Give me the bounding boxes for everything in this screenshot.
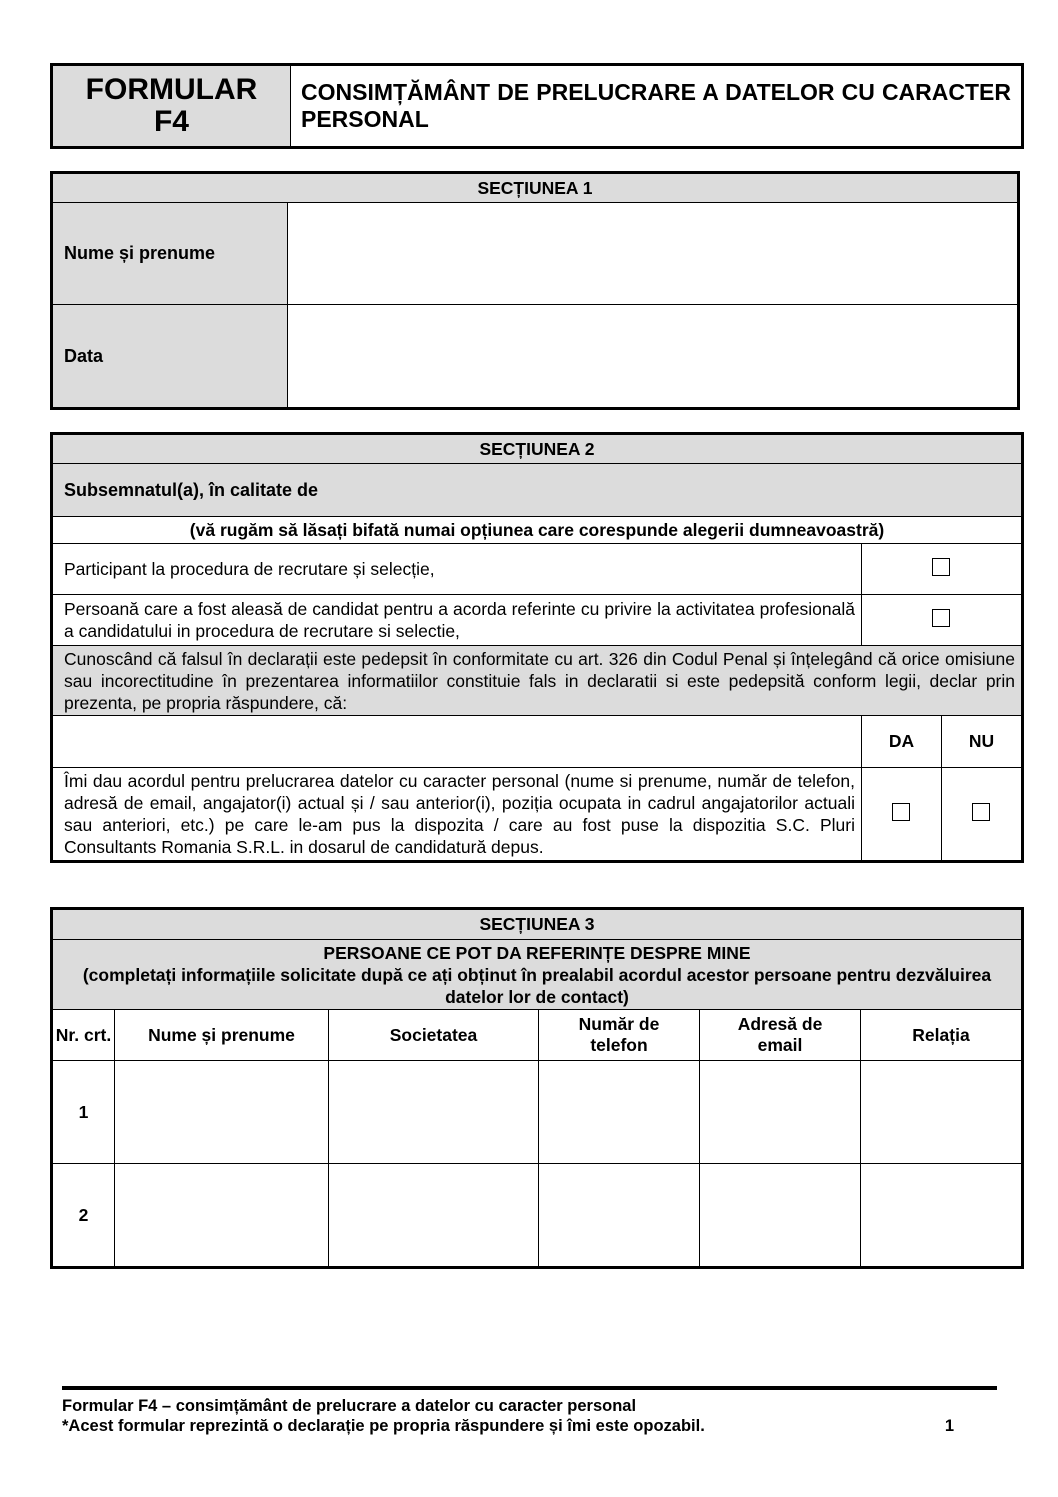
section-3-subheader-cell: [53, 940, 1022, 1010]
yes-no-header-blank: [53, 716, 862, 768]
name-field[interactable]: [288, 203, 1018, 305]
ref-email-cell[interactable]: [700, 1061, 861, 1164]
section-2: [52, 434, 1022, 861]
form-title-cell: [291, 66, 1022, 147]
ref-company-cell[interactable]: [329, 1061, 539, 1164]
ref-name-cell[interactable]: [115, 1061, 329, 1164]
col-phone: Număr de telefon: [539, 1010, 700, 1061]
date-field[interactable]: [288, 305, 1018, 408]
name-label: Nume și prenume: [53, 203, 288, 305]
consent-yes-checkbox[interactable]: [892, 803, 910, 821]
section-3: [52, 909, 1022, 1267]
ref-company-cell[interactable]: [329, 1164, 539, 1267]
option-participant-checkbox[interactable]: [932, 558, 950, 576]
option-participant-label: Participant la procedura de recrutare și selecție,: [53, 544, 862, 595]
row-number: 1: [53, 1061, 115, 1164]
col-nr-crt: Nr. crt.: [53, 1010, 115, 1061]
section-2-subtitle: Subsemnatul(a), în calitate de: [53, 464, 1022, 517]
yes-header: DA: [861, 716, 941, 768]
consent-no-checkbox[interactable]: [972, 803, 990, 821]
ref-relation-cell[interactable]: [861, 1164, 1022, 1267]
table-row: [53, 1061, 1022, 1164]
ref-phone-cell[interactable]: [539, 1164, 700, 1267]
ref-relation-cell[interactable]: [861, 1061, 1022, 1164]
page-footer: [62, 1386, 997, 1436]
declaration-text: Cunoscând că falsul în declarații este pedepsit în conformitate cu art. 326 din Codul Penal și înțelegând că orice omisiune sau incorectitudine în prezentarea informatiilor constituie fals in declaratii si este pedepsită conform legii, declar prin prezenta, pe propria răspundere, că:: [53, 646, 1022, 716]
consent-yes-cell: [861, 768, 941, 861]
option-referee-cell: [861, 595, 1021, 646]
form-code-line1: FORMULAR: [85, 73, 258, 106]
form-code-cell: [53, 66, 291, 147]
col-company: Societatea: [329, 1010, 539, 1061]
form-title: CONSIMȚĂMÂNT DE PRELUCRARE A DATELOR CU CARACTER PERSONAL: [301, 79, 1011, 132]
option-referee-label: Persoană care a fost aleasă de candidat pentru a acorda referinte cu privire la activitatea profesională a candidatului in procedura de recrutare si selectie,: [53, 595, 862, 646]
table-row: [53, 1164, 1022, 1267]
date-label: Data: [53, 305, 288, 408]
no-header: NU: [941, 716, 1021, 768]
col-email: Adresă de email: [700, 1010, 861, 1061]
ref-email-cell[interactable]: [700, 1164, 861, 1267]
section-1-heading: SECȚIUNEA 1: [53, 174, 1018, 203]
col-relation: Relația: [861, 1010, 1022, 1061]
section-3-heading: SECȚIUNEA 3: [53, 910, 1022, 940]
row-number: 2: [53, 1164, 115, 1267]
ref-name-cell[interactable]: [115, 1164, 329, 1267]
footer-line-1: Formular F4 – consimțământ de prelucrare a datelor cu caracter personal: [62, 1397, 637, 1415]
section-2-instruction: (vă rugăm să lăsați bifată numai opțiunea care corespunde alegerii dumneavoastră): [53, 517, 1022, 544]
page-number: 1: [944, 1417, 954, 1435]
footer-line-2-wrap: [62, 1416, 997, 1436]
consent-text: Îmi dau acordul pentru prelucrarea datelor cu caracter personal (nume si prenume, număr de telefon, adresă de email, angajator(i) actual și / sau anterior(i), poziția ocupata in cadrul angajatorilor actuali sau anteriori, etc.) pe care le-am pus la dispozita / care au fost puse la dispozitia S.C. Pluri Consultants Romania S.R.L. in dosarul de candidatură depus.: [53, 768, 862, 861]
section-3-instruction: (completați informațiile solicitate după ce ați obținut în prealabil acordul acestor persoane pentru dezvăluirea datelor lor de contact): [82, 964, 992, 1007]
section-2-heading: SECȚIUNEA 2: [53, 435, 1022, 464]
ref-phone-cell[interactable]: [539, 1061, 700, 1164]
form-code-line2: F4: [153, 105, 189, 138]
option-participant-cell: [861, 544, 1021, 595]
footer-line-2: *Acest formular reprezintă o declarație pe propria răspundere și îmi este opozabil.: [62, 1417, 705, 1435]
form-header: [52, 65, 1022, 147]
option-referee-checkbox[interactable]: [932, 609, 950, 627]
section-3-subheading: PERSOANE CE POT DA REFERINȚE DESPRE MINE: [323, 942, 751, 963]
section-1: [52, 173, 1018, 408]
consent-no-cell: [941, 768, 1021, 861]
col-name: Nume și prenume: [115, 1010, 329, 1061]
